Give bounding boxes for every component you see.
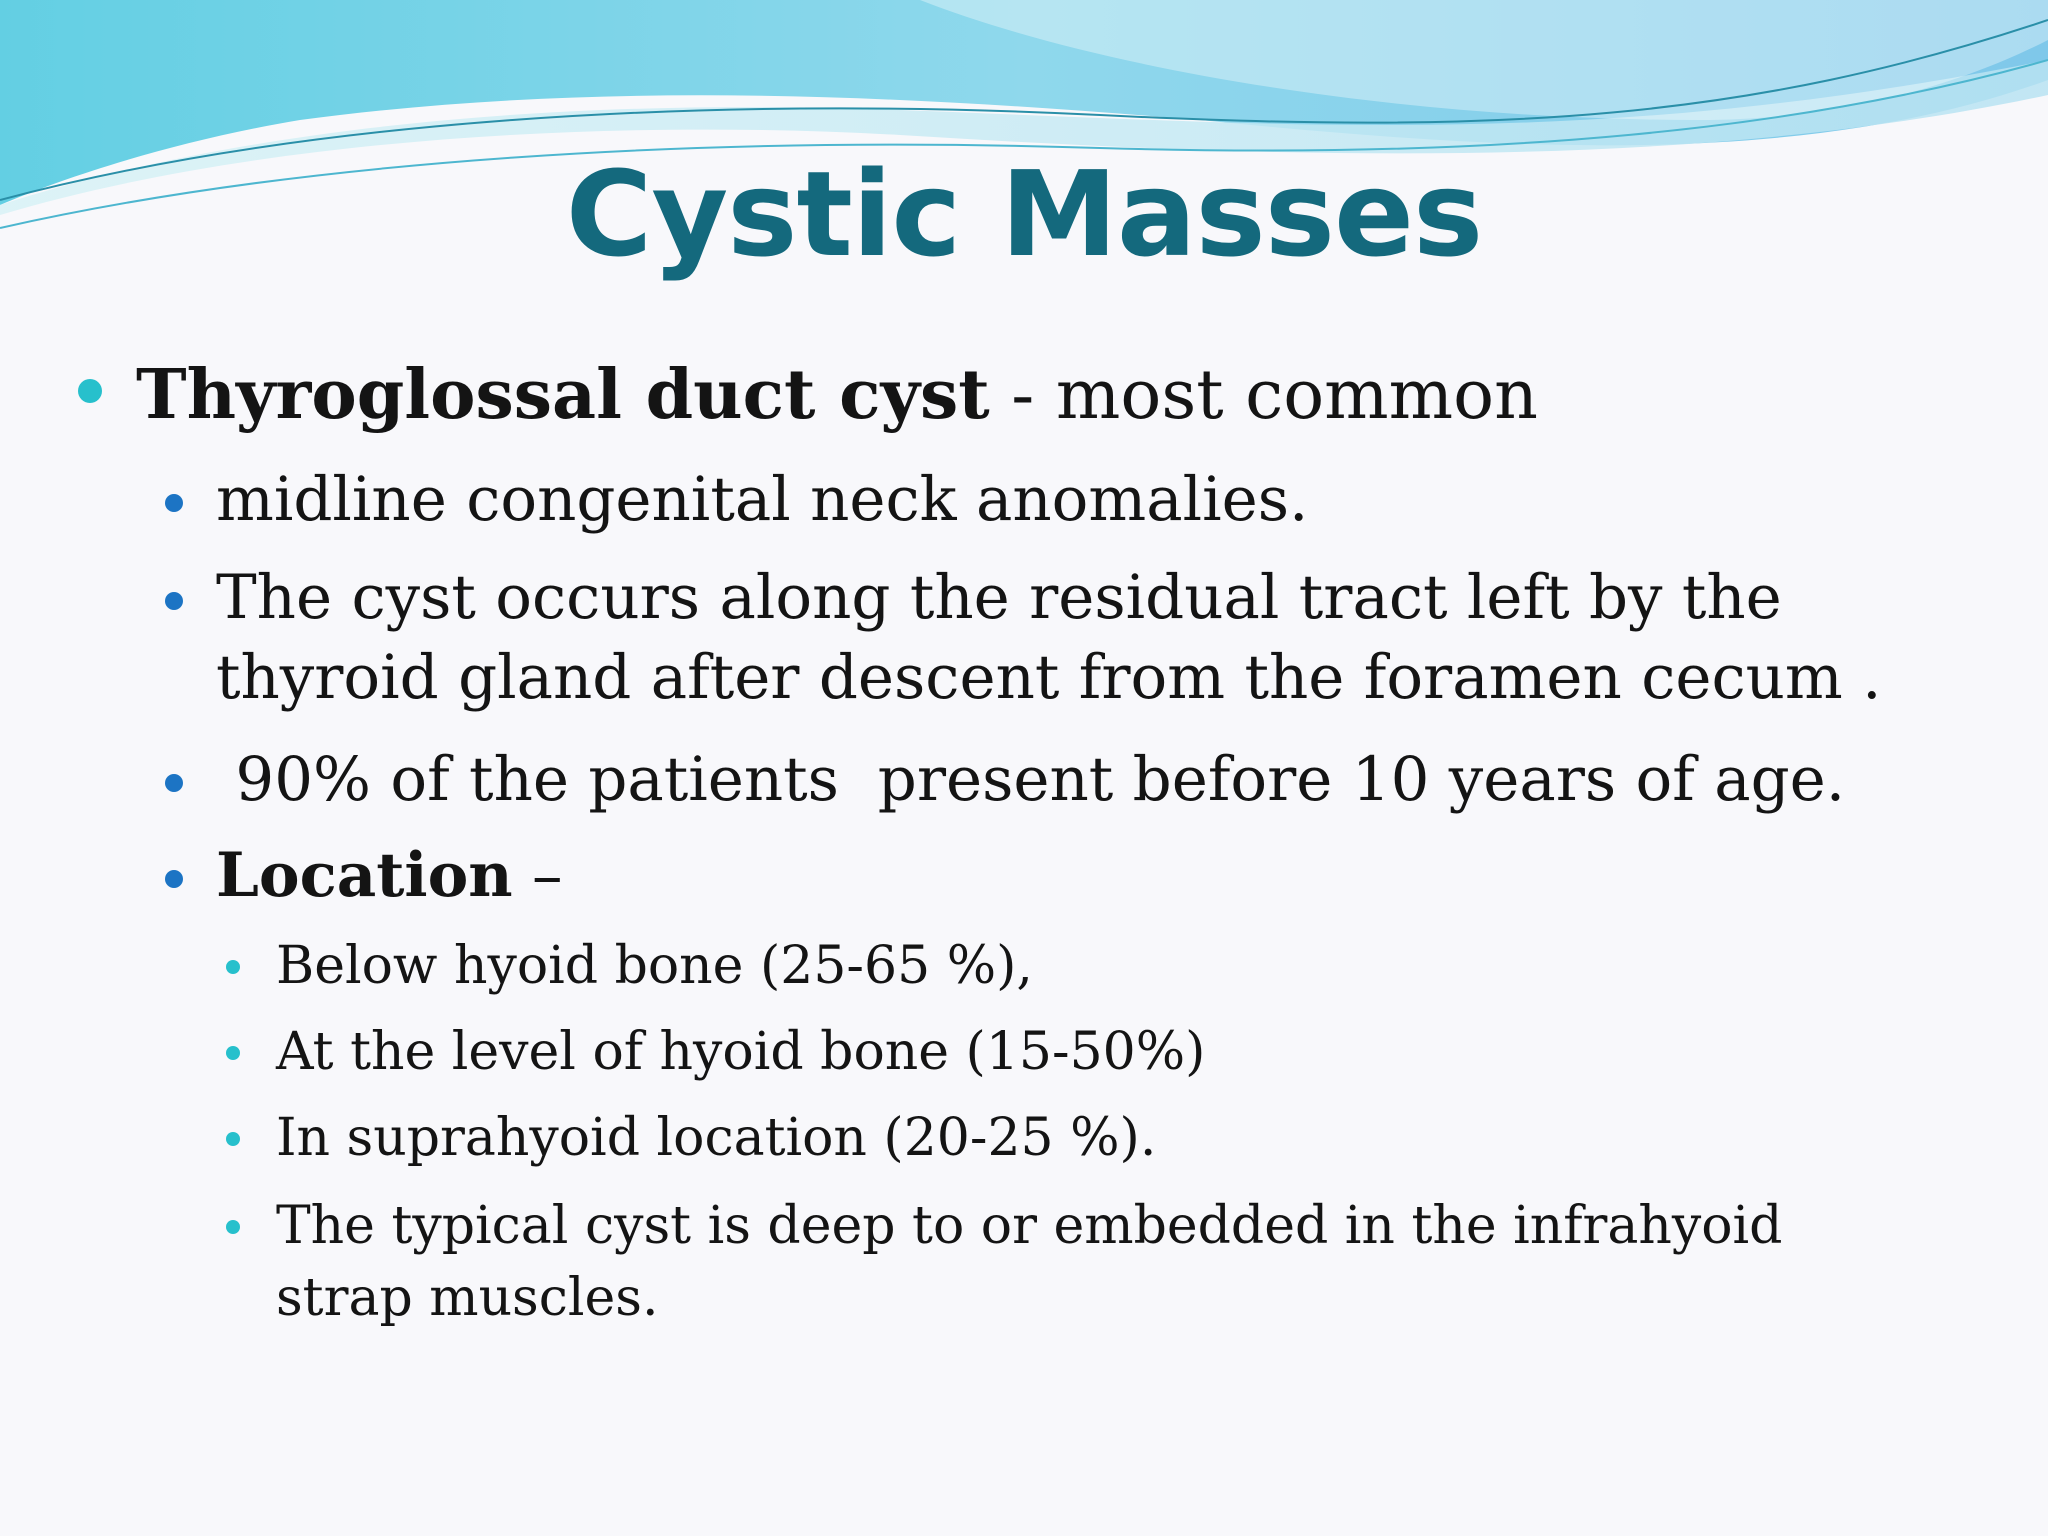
bullet-icon [226,1220,240,1234]
sub-bullet-residual-tract [165,558,1925,718]
sub-bullet-text [216,836,563,916]
location-dash: – [512,840,563,911]
location-item-text: In suprahyoid location (20-25 %). [276,1108,1157,1168]
location-item-suprahyoid [226,1102,1926,1174]
bullet-icon [165,870,183,888]
location-item-below-hyoid [226,930,1926,1002]
bullet-icon [165,592,183,610]
bullet-bold-term: Thyroglossal duct cyst [136,355,990,435]
bullet-text [136,355,1538,436]
sub-bullet-text: 90% of the patients present before 10 years of age. [216,744,1846,815]
sub-bullet-midline [165,460,1925,540]
bullet-rest: - most common [989,356,1538,435]
bullet-icon [78,379,102,403]
location-item-text: The typical cyst is deep to or embedded in the infrahyoid strap muscles. [276,1196,1783,1328]
location-item-typical-cyst [226,1190,1926,1334]
location-item-at-hyoid [226,1016,1926,1088]
sub-bullet-age [165,740,1925,820]
location-item-text: Below hyoid bone (25-65 %), [276,936,1033,996]
sub-bullet-text: The cyst occurs along the residual tract left by the thyroid gland after descent from the foramen cecum . [216,562,1882,713]
slide-title: Cystic Masses [565,145,1483,283]
bullet-icon [165,774,183,792]
bullet-icon [226,1132,240,1146]
location-label: Location [216,840,513,911]
bullet-icon [226,1046,240,1060]
bullet-icon [226,960,240,974]
bullet-icon [165,494,183,512]
sub-bullet-location [165,836,1925,916]
sub-bullet-text: midline congenital neck anomalies. [216,464,1309,535]
location-item-text: At the level of hyoid bone (15-50%) [276,1022,1206,1082]
bullet-thyroglossal-duct-cyst [78,355,1978,436]
